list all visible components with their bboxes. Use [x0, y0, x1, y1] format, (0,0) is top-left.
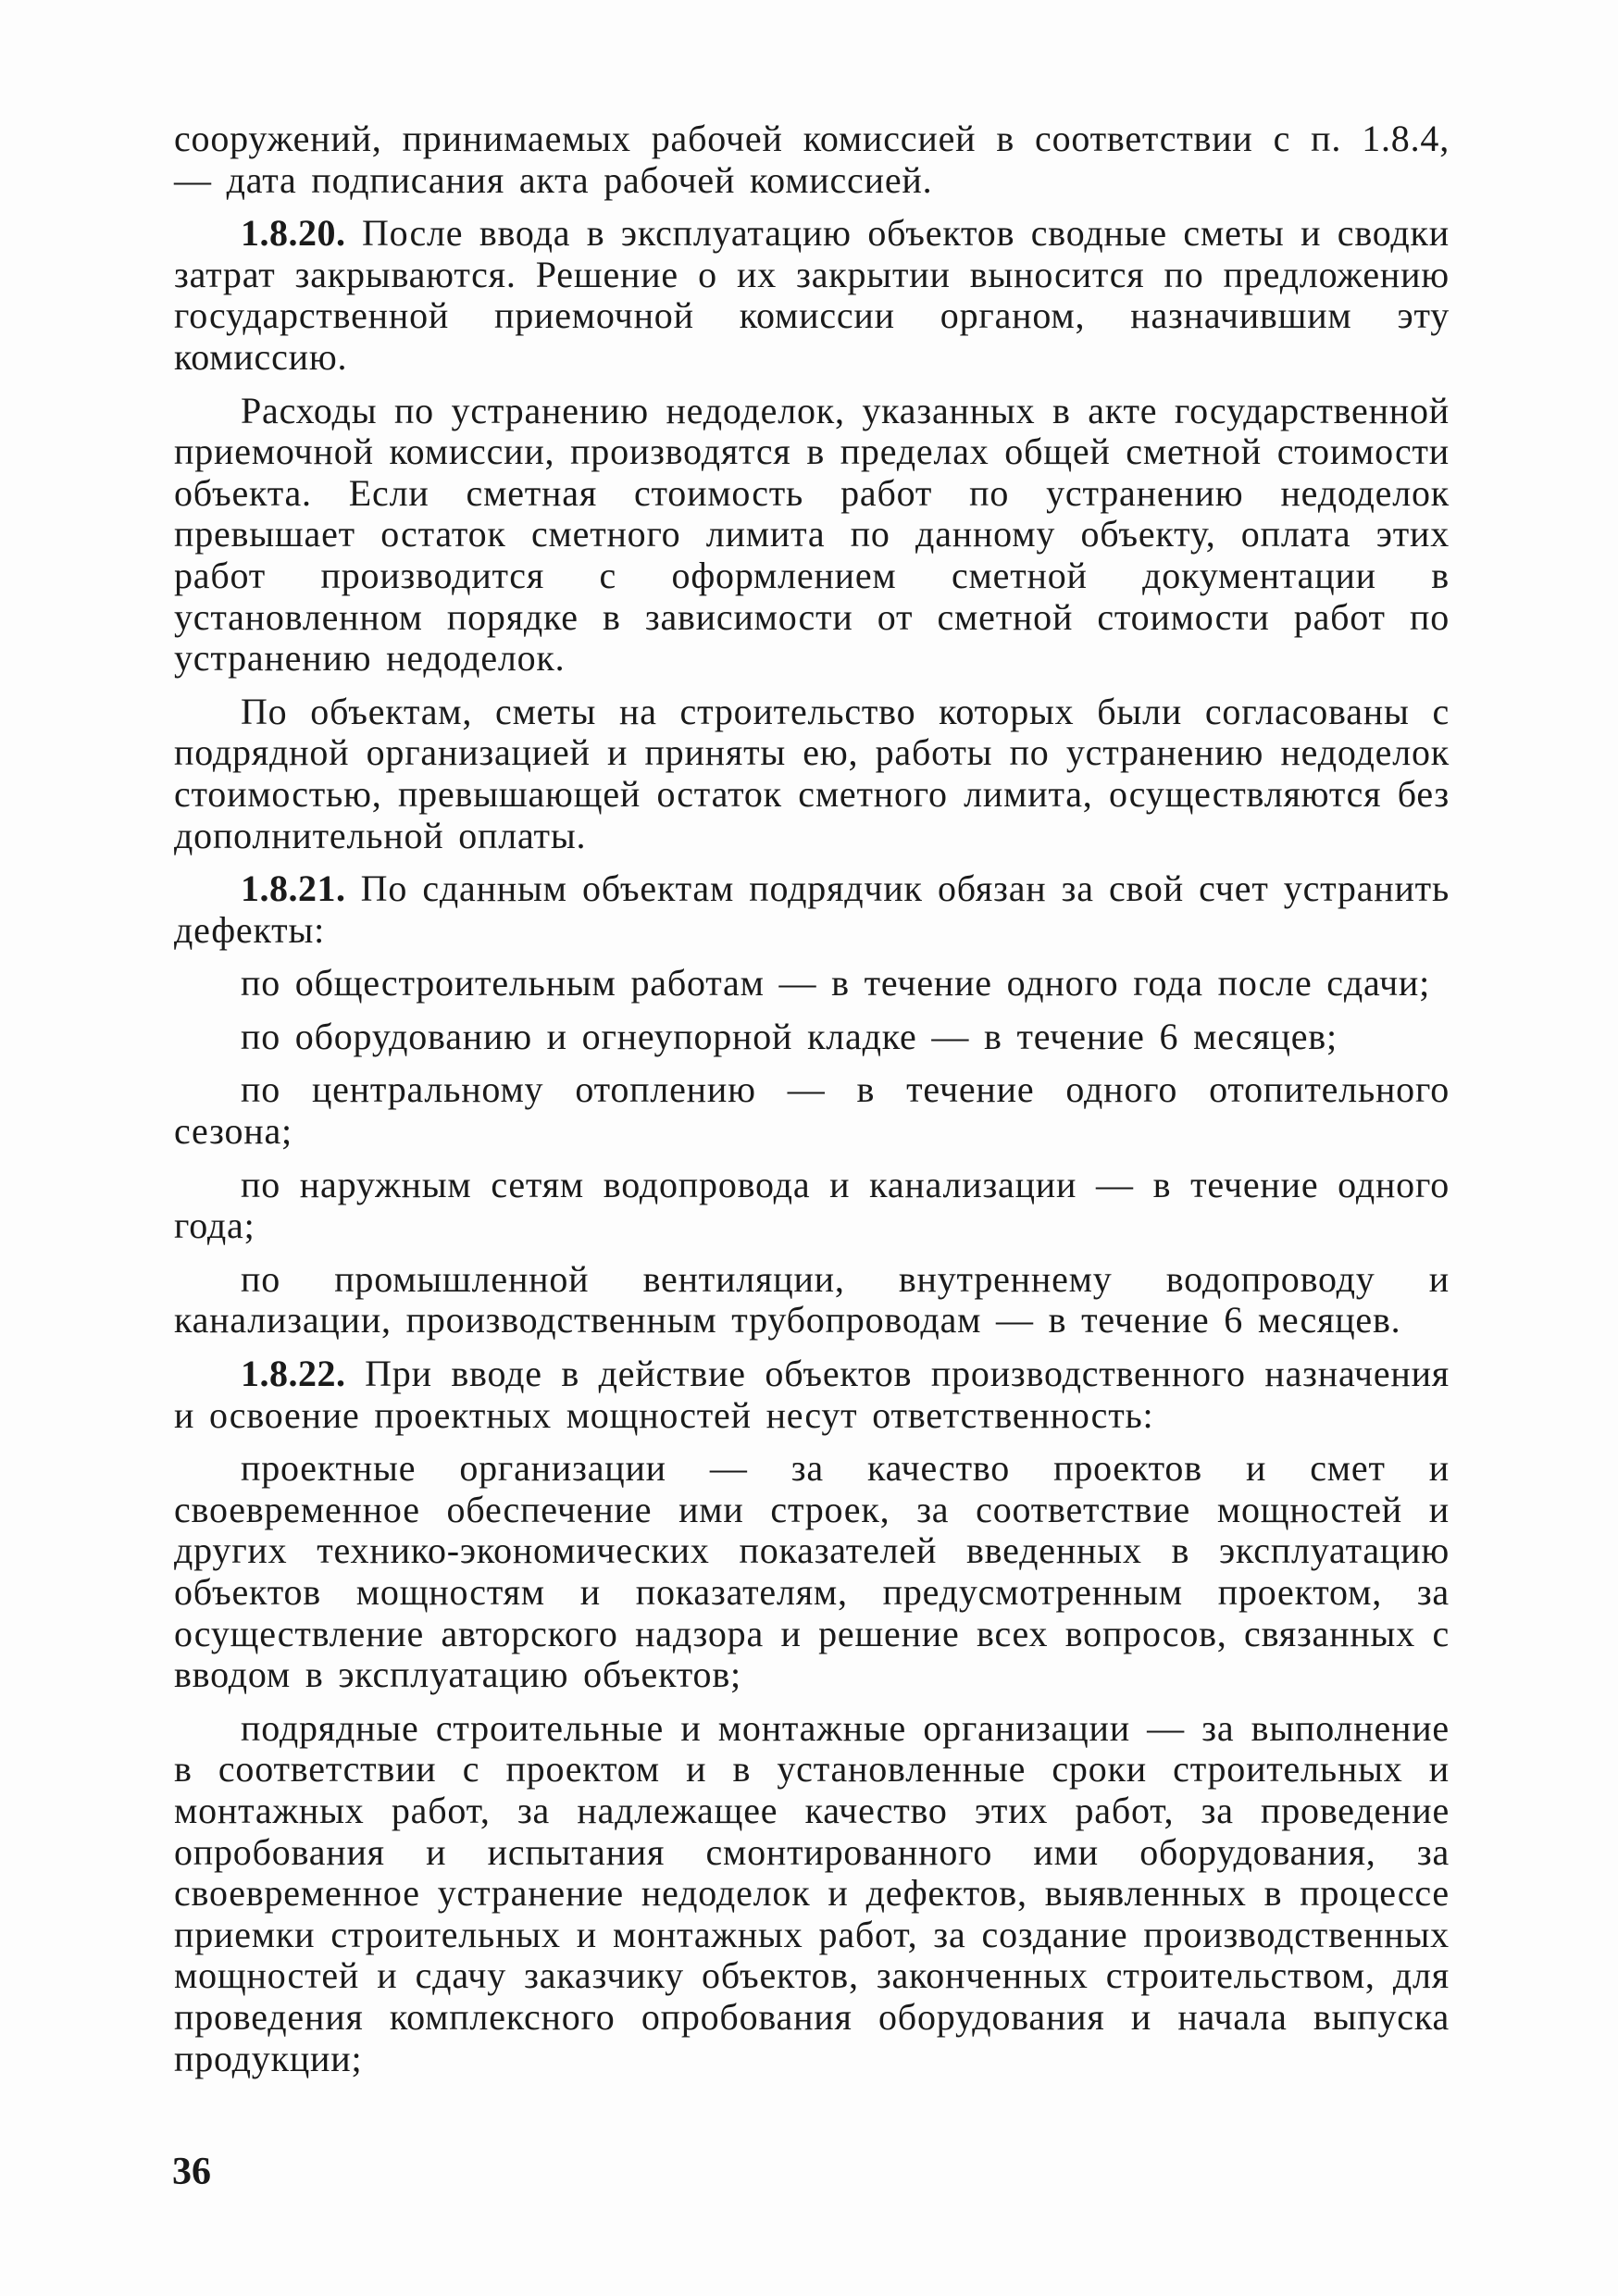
paragraph-text: по центральному отоплению — в течение одного отопительного сезона; [174, 1068, 1450, 1153]
paragraph-text: по общестроительным работам — в течение одного года после сдачи; [241, 962, 1430, 1004]
paragraph-text: по оборудованию и огнеупорной кладке — в течение 6 месяцев; [241, 1015, 1338, 1057]
list-item-general-construction [174, 963, 1450, 1004]
list-item-external-networks [174, 1165, 1450, 1247]
paragraph-text: По объектам, сметы на строительство которых были согласованы с подрядной организацией и приняты ею, работы по устранению недоделок стоимостью, превышающей остаток сметного лимита, осуществляются без дополнительной оплаты. [174, 690, 1450, 856]
clause-1-8-21 [174, 868, 1450, 951]
paragraph-continuation [174, 119, 1450, 201]
paragraph-text: сооружений, принимаемых рабочей комиссией в соответствии с п. 1.8.4, — дата подписания акта рабочей комиссией. [174, 118, 1450, 201]
clause-1-8-22 [174, 1354, 1450, 1436]
paragraph-text: По сданным объектам подрядчик обязан за свой счет устранить дефекты: [174, 867, 1450, 951]
page-number: 36 [172, 2151, 211, 2193]
paragraph-text: После ввода в эксплуатацию объектов сводные сметы и сводки затрат закрываются. Решение о их закрытии выносится по предложению государственной приемочной комиссии органом, назначившим эту комиссию. [174, 212, 1450, 378]
list-item-design-organizations [174, 1448, 1450, 1696]
list-item-equipment [174, 1017, 1450, 1058]
clause-number: 1.8.21. [241, 867, 346, 910]
list-item-contractor-organizations [174, 1708, 1450, 2079]
paragraph-text: проектные организации — за качество проектов и смет и своевременное обеспечение ими строек, за соответствие мощностей и других технико-экономических показателей введенных в эксплуатацию объектов мощностям и показателям, предусмотренным проектом, за осуществление авторского надзора и решение всех вопросов, связанных с вводом в эксплуатацию объектов; [174, 1447, 1450, 1696]
paragraph-text: подрядные строительные и монтажные организации — за выполнение в соответствии с проектом и в установленные сроки строительных и монтажных работ, за надлежащее качество этих работ, за проведение опробования и испытания смонтированного ими оборудования, за своевременное устранение недоделок и дефектов, выявленных в процессе приемки строительных и монтажных работ, за создание производственных мощностей и сдачу заказчику объектов, законченных строительством, для проведения комплексного опробования оборудования и начала выпуска продукции; [174, 1706, 1450, 2079]
list-item-central-heating [174, 1069, 1450, 1152]
paragraph-defect-costs [174, 391, 1450, 680]
paragraph-text: При вводе в действие объектов производственного назначения и освоение проектных мощностей несут ответственность: [174, 1353, 1450, 1436]
clause-number: 1.8.20. [241, 212, 346, 255]
clause-number: 1.8.22. [241, 1353, 346, 1395]
clause-1-8-20 [174, 213, 1450, 378]
paragraph-text: по наружным сетям водопровода и канализации — в течение одного года; [174, 1163, 1450, 1247]
paragraph-text: Расходы по устранению недоделок, указанных в акте государственной приемочной комиссии, производятся в пределах общей сметной стоимости объекта. Если сметная стоимость работ по устранению недоделок превышает остаток сметного лимита по данному объекту, оплата этих работ производится с оформлением сметной документации в установленном порядке в зависимости от сметной стоимости работ по устранению недоделок. [174, 389, 1450, 680]
body-text [174, 119, 1450, 2091]
paragraph-text: по промышленной вентиляции, внутреннему водопроводу и канализации, производственным трубопроводам — в течение 6 месяцев. [174, 1257, 1450, 1341]
list-item-industrial-ventilation [174, 1259, 1450, 1341]
paragraph-agreed-estimates [174, 692, 1450, 856]
